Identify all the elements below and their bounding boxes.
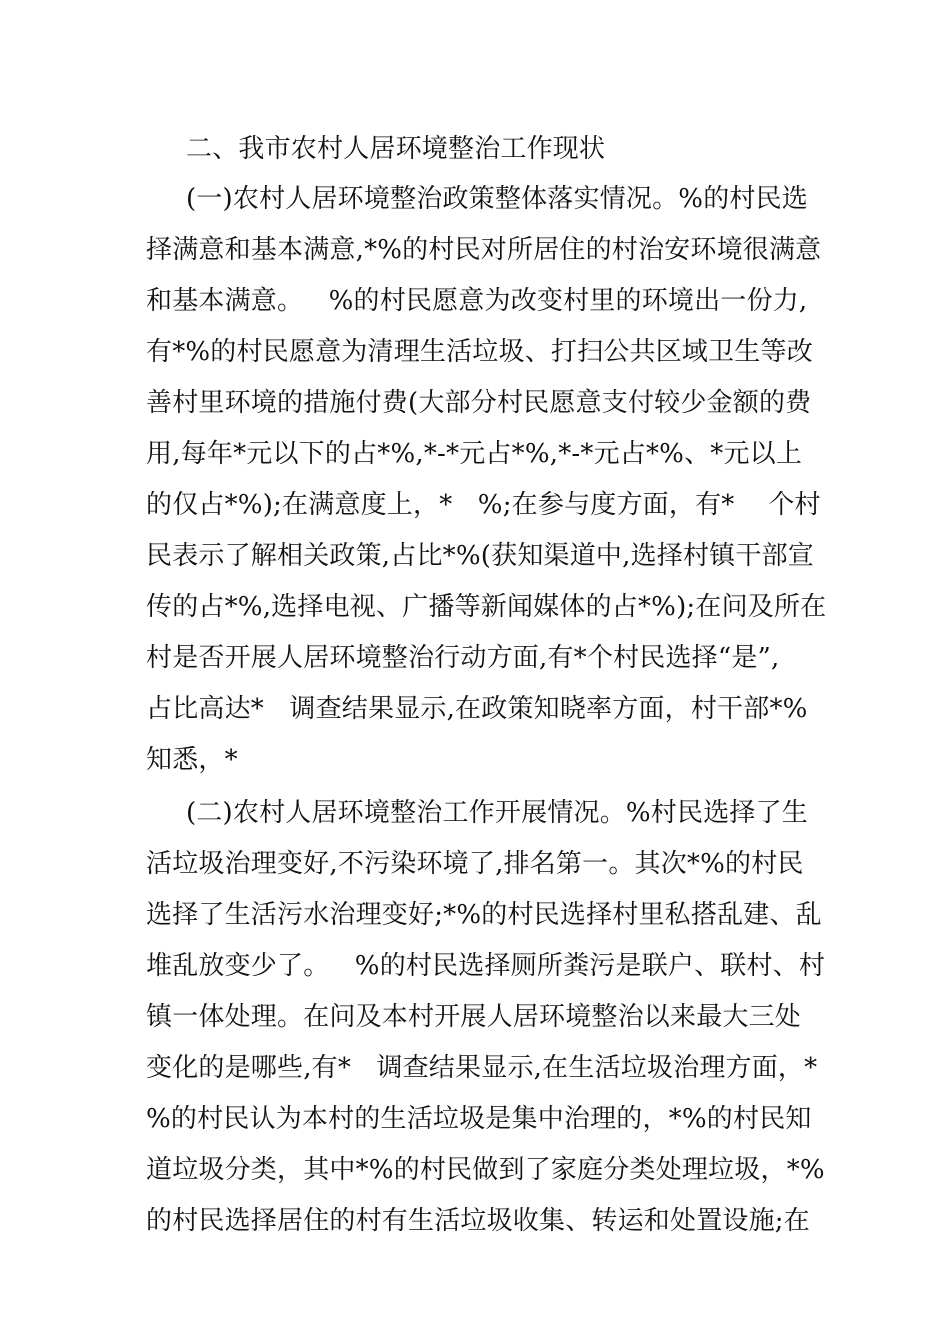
paragraph-line: 村是否开展人居环境整治行动方面,有*个村民选择“是”,	[146, 643, 780, 673]
paragraph-line: 知悉，*	[146, 745, 238, 775]
paragraph-line: 变化的是哪些,有* 调查结果显示,在生活垃圾治理方面，*	[146, 1053, 818, 1083]
paragraph-line: 的仅占*%);在满意度上，* %;在参与度方面，有* 个村	[146, 490, 821, 520]
paragraph-line: 用,每年*元以下的占*%,*-*元占*%,*-*元占*%、*元以上	[146, 439, 803, 469]
paragraph-line: (一)农村人居环境整治政策整体落实情况。%的村民选	[186, 184, 808, 214]
paragraph-line: %的村民认为本村的生活垃圾是集中治理的，*%的村民知	[146, 1104, 812, 1134]
paragraph-line: 选择了生活污水治理变好;*%的村民选择村里私搭乱建、乱	[146, 900, 822, 930]
section-heading: 二、我市农村人居环境整治工作现状	[186, 134, 606, 164]
paragraph-line: 堆乱放变少了。 %的村民选择厕所粪污是联户、联村、村	[146, 951, 826, 981]
paragraph-line: 的村民选择居住的村有生活垃圾收集、转运和处置设施;在	[146, 1206, 810, 1236]
paragraph-line: 民表示了解相关政策,占比*%(获知渠道中,选择村镇干部宣	[146, 541, 814, 571]
paragraph-line: 有*%的村民愿意为清理生活垃圾、打扫公共区域卫生等改	[146, 337, 813, 367]
paragraph-line: (二)农村人居环境整治工作开展情况。%村民选择了生	[186, 798, 808, 828]
paragraph-line: 占比高达* 调查结果显示,在政策知晓率方面，村干部*%	[146, 694, 808, 724]
paragraph-line: 传的占*%,选择电视、广播等新闻媒体的占*%);在问及所在	[146, 592, 827, 622]
paragraph-line: 镇一体处理。在问及本村开展人居环境整治以来最大三处	[146, 1002, 802, 1032]
paragraph-line: 道垃圾分类，其中*%的村民做到了家庭分类处理垃圾，*%	[146, 1155, 825, 1185]
paragraph-line: 善村里环境的措施付费(大部分村民愿意支付较少金额的费	[146, 388, 812, 418]
paragraph-line: 和基本满意。 %的村民愿意为改变村里的环境出一份力,	[146, 286, 808, 316]
paragraph-line: 活垃圾治理变好,不污染环境了,排名第一。其次*%的村民	[146, 849, 804, 879]
paragraph-line: 择满意和基本满意,*%的村民对所居住的村治安环境很满意	[146, 235, 822, 265]
